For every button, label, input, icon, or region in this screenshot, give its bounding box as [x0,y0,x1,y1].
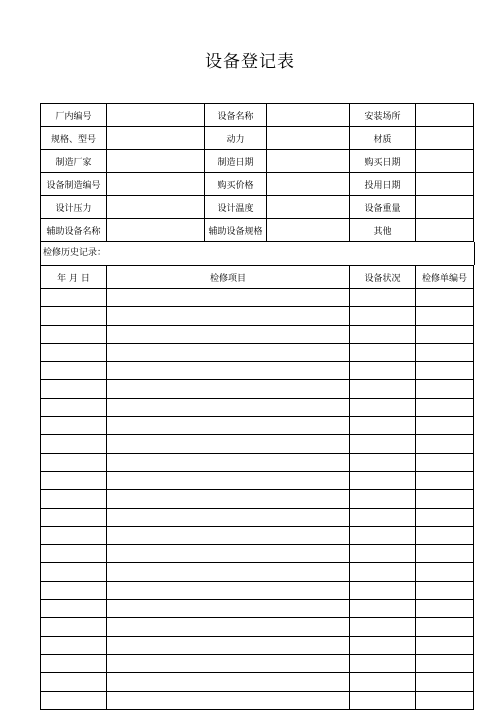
history-cell[interactable] [416,600,474,618]
history-cell[interactable] [416,325,474,343]
info-field-label: 安装场所 [350,104,416,127]
history-row [41,636,474,654]
history-cell[interactable] [107,508,350,526]
info-field-label: 规格、型号 [41,127,107,150]
info-field-value[interactable] [267,104,350,127]
maintenance-history-table [40,265,474,710]
info-field-label: 购买日期 [350,150,416,173]
history-section-label: 检修历史记录： [40,242,475,265]
info-field-value[interactable] [416,173,474,196]
history-cell[interactable] [107,380,350,398]
info-field-value[interactable] [267,173,350,196]
history-cell[interactable] [107,417,350,435]
info-row [41,196,474,219]
history-cell[interactable] [107,343,350,361]
info-field-value[interactable] [416,219,474,242]
info-field-value[interactable] [107,219,205,242]
history-cell[interactable] [416,307,474,325]
history-cell[interactable] [350,435,416,453]
history-cell[interactable] [350,508,416,526]
history-cell[interactable] [107,471,350,489]
history-row [41,325,474,343]
history-cell[interactable] [41,435,107,453]
info-field-label: 投用日期 [350,173,416,196]
history-cell[interactable] [350,526,416,544]
history-cell[interactable] [350,362,416,380]
history-cell[interactable] [107,654,350,672]
history-cell[interactable] [416,417,474,435]
history-row [41,508,474,526]
info-field-label: 厂内编号 [41,104,107,127]
history-cell[interactable] [416,453,474,471]
info-field-label: 动力 [205,127,267,150]
history-cell[interactable] [41,362,107,380]
history-cell[interactable] [41,453,107,471]
history-cell[interactable] [416,398,474,416]
history-cell[interactable] [41,545,107,563]
history-row [41,289,474,307]
history-cell[interactable] [350,380,416,398]
history-cell[interactable] [350,453,416,471]
history-cell[interactable] [107,581,350,599]
history-cell[interactable] [350,654,416,672]
history-cell[interactable] [107,673,350,691]
info-field-label: 购买价格 [205,173,267,196]
history-cell[interactable] [350,490,416,508]
history-cell[interactable] [416,636,474,654]
history-cell[interactable] [350,618,416,636]
history-cell[interactable] [41,673,107,691]
history-cell[interactable] [107,362,350,380]
history-cell[interactable] [107,526,350,544]
history-cell[interactable] [107,289,350,307]
history-row [41,435,474,453]
history-cell[interactable] [350,600,416,618]
history-cell[interactable] [107,545,350,563]
history-cell[interactable] [41,581,107,599]
info-field-label: 设备制造编号 [41,173,107,196]
history-cell[interactable] [416,654,474,672]
info-field-value[interactable] [267,127,350,150]
history-column-header: 设备状况 [350,266,416,289]
history-cell[interactable] [41,289,107,307]
info-row [41,150,474,173]
info-field-label: 辅助设备名称 [41,219,107,242]
info-row [41,104,474,127]
history-cell[interactable] [41,325,107,343]
history-cell[interactable] [416,563,474,581]
history-cell[interactable] [350,636,416,654]
info-field-label: 其他 [350,219,416,242]
history-cell[interactable] [350,471,416,489]
history-cell[interactable] [41,398,107,416]
history-cell[interactable] [41,490,107,508]
history-row [41,343,474,361]
history-cell[interactable] [107,435,350,453]
history-cell[interactable] [41,654,107,672]
equipment-info-table [40,103,474,242]
history-cell[interactable] [41,508,107,526]
history-row [41,673,474,691]
info-field-label: 辅助设备规格 [205,219,267,242]
history-cell[interactable] [350,673,416,691]
info-field-value[interactable] [107,104,205,127]
history-cell[interactable] [416,526,474,544]
info-row [41,219,474,242]
history-column-header: 检修项目 [107,266,350,289]
history-cell[interactable] [41,563,107,581]
history-cell[interactable] [41,636,107,654]
info-field-value[interactable] [416,150,474,173]
history-cell[interactable] [416,581,474,599]
history-row [41,417,474,435]
info-field-value[interactable] [267,196,350,219]
history-cell[interactable] [107,636,350,654]
history-cell[interactable] [41,417,107,435]
history-row [41,654,474,672]
history-cell[interactable] [41,343,107,361]
history-row [41,380,474,398]
history-cell[interactable] [416,508,474,526]
info-field-value[interactable] [107,173,205,196]
history-cell[interactable] [350,398,416,416]
history-row [41,600,474,618]
history-cell[interactable] [107,618,350,636]
history-cell[interactable] [41,600,107,618]
history-cell[interactable] [350,581,416,599]
history-cell[interactable] [350,307,416,325]
history-row [41,490,474,508]
history-cell[interactable] [416,289,474,307]
history-cell[interactable] [416,343,474,361]
info-field-value[interactable] [107,127,205,150]
history-row [41,563,474,581]
info-field-label: 材质 [350,127,416,150]
info-field-value[interactable] [416,196,474,219]
history-cell[interactable] [416,545,474,563]
history-cell[interactable] [107,490,350,508]
history-cell[interactable] [107,325,350,343]
history-cell[interactable] [416,380,474,398]
info-field-label: 制造日期 [205,150,267,173]
info-field-value[interactable] [416,127,474,150]
history-cell[interactable] [41,307,107,325]
history-column-header: 检修单编号 [416,266,474,289]
info-field-label: 设备名称 [205,104,267,127]
history-cell[interactable] [41,471,107,489]
history-cell[interactable] [41,618,107,636]
history-row [41,618,474,636]
history-cell[interactable] [416,618,474,636]
history-cell[interactable] [350,289,416,307]
history-cell[interactable] [107,600,350,618]
history-cell[interactable] [107,563,350,581]
history-cell[interactable] [416,490,474,508]
history-cell[interactable] [350,343,416,361]
history-cell[interactable] [41,380,107,398]
info-field-label: 设备重量 [350,196,416,219]
history-cell[interactable] [416,362,474,380]
info-row [41,173,474,196]
history-row [41,526,474,544]
history-cell[interactable] [107,307,350,325]
history-cell[interactable] [350,545,416,563]
history-cell[interactable] [350,563,416,581]
history-cell[interactable] [350,417,416,435]
history-row [41,581,474,599]
info-field-value[interactable] [416,104,474,127]
history-column-header: 年 月 日 [41,266,107,289]
history-row [41,362,474,380]
history-row [41,307,474,325]
history-row [41,545,474,563]
history-cell[interactable] [107,398,350,416]
history-row [41,471,474,489]
form-title: 设备登记表 [205,52,295,72]
info-field-label: 设计温度 [205,196,267,219]
history-cell[interactable] [350,325,416,343]
history-cell[interactable] [416,471,474,489]
info-field-value[interactable] [107,150,205,173]
info-field-label: 设计压力 [41,196,107,219]
history-row [41,453,474,471]
info-row [41,127,474,150]
history-row [41,398,474,416]
history-cell[interactable] [416,435,474,453]
info-field-label: 制造厂家 [41,150,107,173]
history-cell[interactable] [41,526,107,544]
history-cell[interactable] [107,453,350,471]
info-field-value[interactable] [107,196,205,219]
history-cell[interactable] [416,673,474,691]
info-field-value[interactable] [267,150,350,173]
info-field-value[interactable] [267,219,350,242]
